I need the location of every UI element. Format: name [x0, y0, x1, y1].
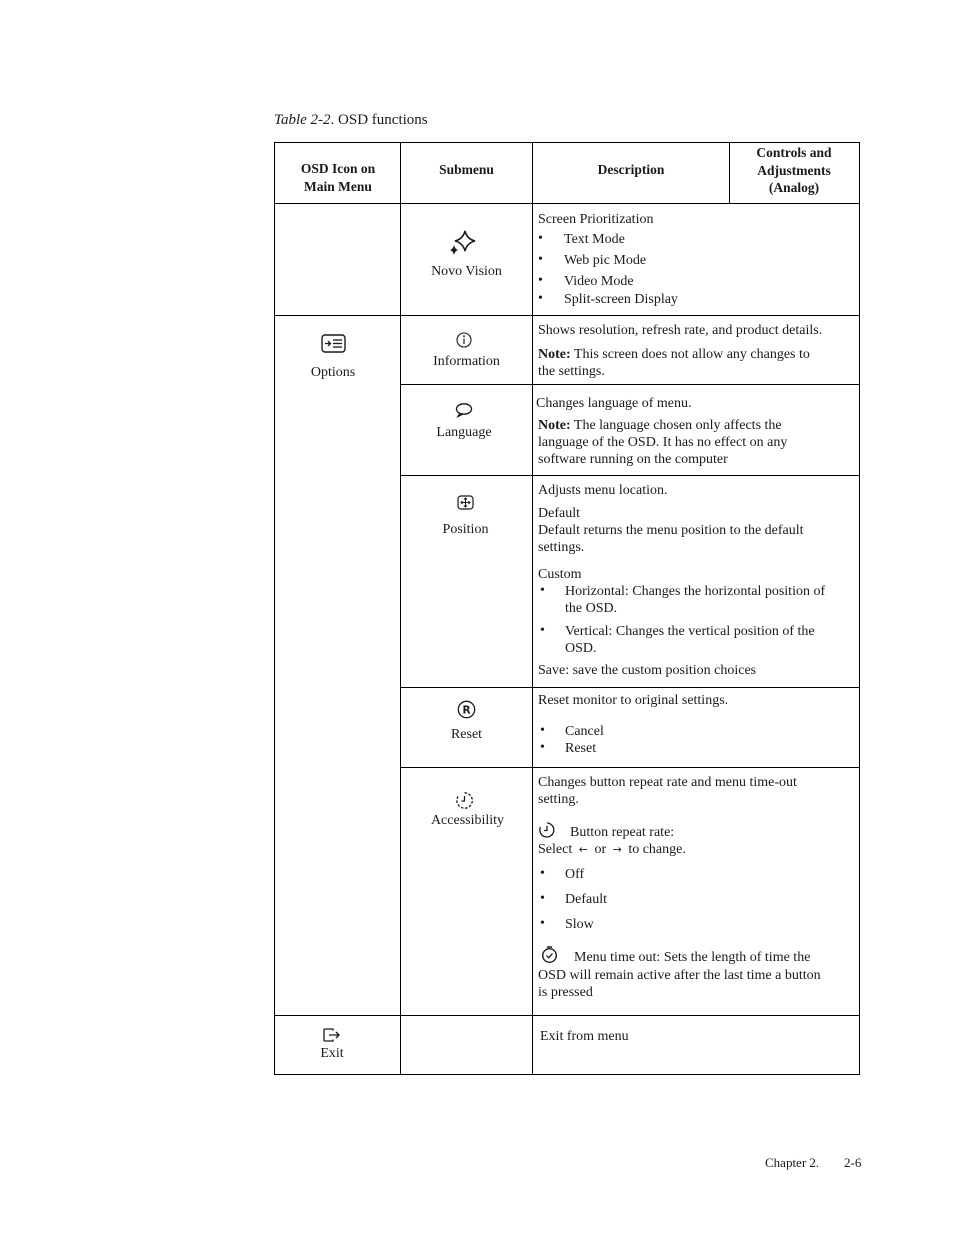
position-default-text: Default returns the menu position to the default: [538, 523, 804, 538]
bullet: •: [538, 273, 543, 288]
row-divider: [400, 767, 860, 768]
bullet: •: [538, 252, 543, 267]
timer-icon: [538, 821, 556, 839]
row-divider: [274, 203, 860, 204]
information-description: Shows resolution, refresh rate, and product details.: [538, 323, 823, 338]
menu-timeout-text: is pressed: [538, 985, 593, 1000]
submenu-accessibility: Accessibility: [430, 813, 505, 828]
caption-text: . OSD functions: [330, 112, 428, 128]
accessibility-icon: [455, 791, 474, 810]
reset-icon: [457, 700, 476, 719]
position-vertical-cont: OSD.: [565, 641, 597, 656]
svg-text:R: R: [462, 704, 471, 717]
position-default-title: Default: [538, 506, 580, 521]
bullet: •: [540, 891, 545, 906]
novo-item: Split-screen Display: [564, 292, 678, 307]
reset-item: Reset: [565, 741, 597, 756]
novo-item: Text Mode: [564, 232, 625, 247]
submenu-reset: Reset: [450, 727, 483, 742]
position-horizontal: Horizontal: Changes the horizontal position of: [565, 584, 826, 599]
language-note-line: software running on the computer: [538, 452, 728, 467]
select-text: Select: [538, 842, 573, 857]
reset-description: Reset monitor to original settings.: [538, 693, 729, 708]
sparkle-icon: [448, 229, 478, 257]
stopwatch-icon: [541, 945, 558, 964]
column-divider: [729, 142, 730, 203]
language-description: Changes language of menu.: [536, 396, 692, 411]
column-divider: [400, 142, 401, 1075]
note-label: Note:: [538, 347, 571, 362]
footer-page-number: 2-6: [844, 1155, 862, 1170]
speech-bubble-icon: [455, 402, 473, 418]
row-divider: [400, 687, 860, 688]
submenu-language: Language: [436, 425, 492, 440]
table-border-top: [274, 142, 860, 143]
options-label: Options: [310, 365, 356, 380]
repeat-option: Default: [565, 892, 607, 907]
language-note-line: language of the OSD. It has no effect on any: [538, 435, 788, 450]
row-divider: [400, 475, 860, 476]
exit-description: Exit from menu: [540, 1029, 629, 1044]
row-divider: [274, 315, 860, 316]
note-label: Note:: [538, 418, 571, 433]
bullet: •: [540, 583, 545, 598]
header-controls: Controls and Adjustments (Analog): [756, 145, 832, 195]
bullet: •: [538, 291, 543, 306]
exit-icon: [323, 1028, 341, 1042]
table-border-left: [274, 142, 275, 1075]
options-menu-icon: [321, 334, 346, 353]
position-custom-title: Custom: [538, 567, 582, 582]
bullet: •: [540, 740, 545, 755]
bullet: •: [540, 723, 545, 738]
accessibility-description: Changes button repeat rate and menu time-out: [538, 775, 797, 790]
position-vertical: Vertical: Changes the vertical position of the: [565, 624, 815, 639]
header-submenu: Submenu: [439, 162, 494, 177]
note-text: The language chosen only affects the: [570, 418, 782, 433]
menu-timeout-text: OSD will remain active after the last time a button: [538, 968, 821, 983]
right-arrow-icon: →: [612, 843, 622, 856]
novo-item: Web pic Mode: [564, 253, 647, 268]
language-note: [538, 417, 782, 434]
accessibility-description-cont: setting.: [538, 792, 579, 807]
position-save: Save: save the custom position choices: [538, 663, 757, 678]
table-border-right: [859, 142, 860, 1075]
reset-item: Cancel: [565, 724, 604, 739]
submenu-novo-vision: Novo Vision: [431, 264, 502, 279]
bullet: •: [540, 623, 545, 638]
note-text: This screen does not allow any changes to: [570, 347, 810, 362]
submenu-position: Position: [442, 522, 489, 537]
information-note-line: the settings.: [538, 364, 605, 379]
table-caption: [274, 112, 428, 129]
row-divider: [400, 384, 860, 385]
column-divider: [532, 142, 533, 1075]
repeat-option: Off: [565, 867, 585, 882]
position-horizontal-cont: the OSD.: [565, 601, 618, 616]
caption-label: Table 2-2: [274, 112, 331, 128]
info-icon: [456, 332, 472, 348]
bullet: •: [538, 231, 543, 246]
novo-intro: Screen Prioritization: [538, 212, 654, 227]
footer-chapter: Chapter 2.: [765, 1155, 820, 1170]
or-text: or: [594, 842, 607, 857]
bullet: •: [540, 916, 545, 931]
bullet: •: [540, 866, 545, 881]
repeat-option: Slow: [565, 917, 594, 932]
left-arrow-icon: ←: [578, 843, 588, 856]
position-description: Adjusts menu location.: [538, 483, 668, 498]
change-text: to change.: [628, 842, 686, 857]
header-description: Description: [597, 162, 665, 177]
menu-timeout-text: Menu time out: Sets the length of time the: [574, 950, 811, 965]
button-repeat-label: Button repeat rate:: [570, 825, 675, 840]
header-icon: OSD Icon on Main Menu: [300, 161, 376, 194]
repeat-instruction: [538, 841, 686, 858]
information-note: [538, 346, 810, 363]
submenu-information: Information: [433, 354, 500, 369]
novo-item: Video Mode: [564, 274, 634, 289]
exit-label: Exit: [320, 1046, 344, 1061]
osd-functions-table: [274, 142, 860, 1075]
position-default-text: settings.: [538, 540, 585, 555]
position-icon: [457, 495, 474, 510]
table-border-bottom: [274, 1074, 860, 1075]
row-divider: [274, 1015, 860, 1016]
